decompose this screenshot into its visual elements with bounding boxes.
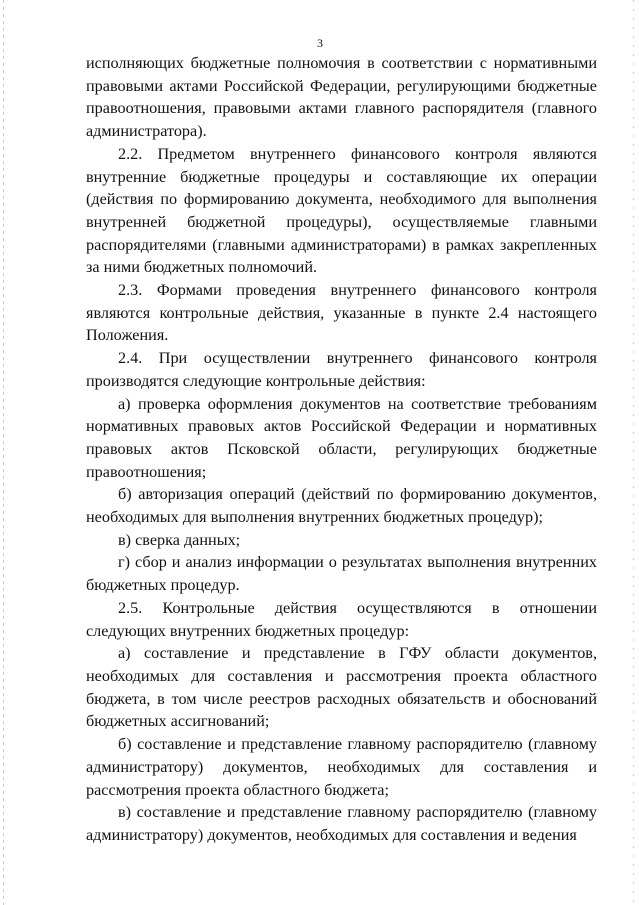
paragraph-continuation: исполняющих бюджетные полномочия в соответствии с нормативными правовыми актами Российской Федерации, регулирующими бюджетные правоотношения, правовыми актами главного распорядителя (главного администратора). (86, 54, 597, 141)
paragraph-2-3: 2.3. Формами проведения внутреннего финансового контроля являются контрольные действия, указанные в пункте 2.4 настоящего Положения. (86, 281, 597, 345)
list-item-2-5-v: в) составление и представление главному распорядителю (главному администратору) документов, необходимых для составления и ведения (86, 803, 597, 844)
list-item-2-4-b: б) авторизация операций (действий по формированию документов, необходимых для выполнения внутренних бюджетных процедур); (86, 485, 597, 527)
list-item-2-4-g: г) сбор и анализ информации о результатах выполнения внутренних бюджетных процедур. (86, 553, 597, 595)
document-body (86, 52, 597, 847)
paragraph-2-5: 2.5. Контрольные действия осуществляются в отношении следующих внутренних бюджетных процедур: (86, 598, 597, 640)
list-item-2-5-a: а) составление и представление в ГФУ области документов, необходимых для составления и рассмотрения проекта областного бюджета, в том числе реестров расходных обязательств и обоснований бюджетных ассигнований; (86, 644, 597, 731)
list-item-2-5-b: б) составление и представление главному распорядителю (главному администратору) документов, необходимых для составления и рассмотрения проекта областного бюджета; (86, 735, 597, 799)
paragraph-2-2: 2.2. Предметом внутреннего финансового контроля являются внутренние бюджетные процедуры и составляющие их операции (действия по формированию документа, необходимого для выполнения внутренней бюджетной процедуры), осуществляемые главными распорядителями (главными администраторами) в рамках закрепленных за ними бюджетных полномочий. (86, 144, 597, 277)
list-item-2-4-v: в) сверка данных; (118, 530, 241, 549)
scan-edge-left (3, 0, 4, 905)
list-item-2-4-a: а) проверка оформления документов на соответствие требованиям нормативных правовых актов Российской Федерации и нормативных правовых актов Псковской области, регулирующих бюджетные правоотношения; (86, 394, 597, 481)
page-number: 3 (317, 36, 323, 50)
paragraph-2-4: 2.4. При осуществлении внутреннего финансового контроля производятся следующие контрольные действия: (86, 349, 597, 390)
scan-edge-right (633, 0, 634, 905)
